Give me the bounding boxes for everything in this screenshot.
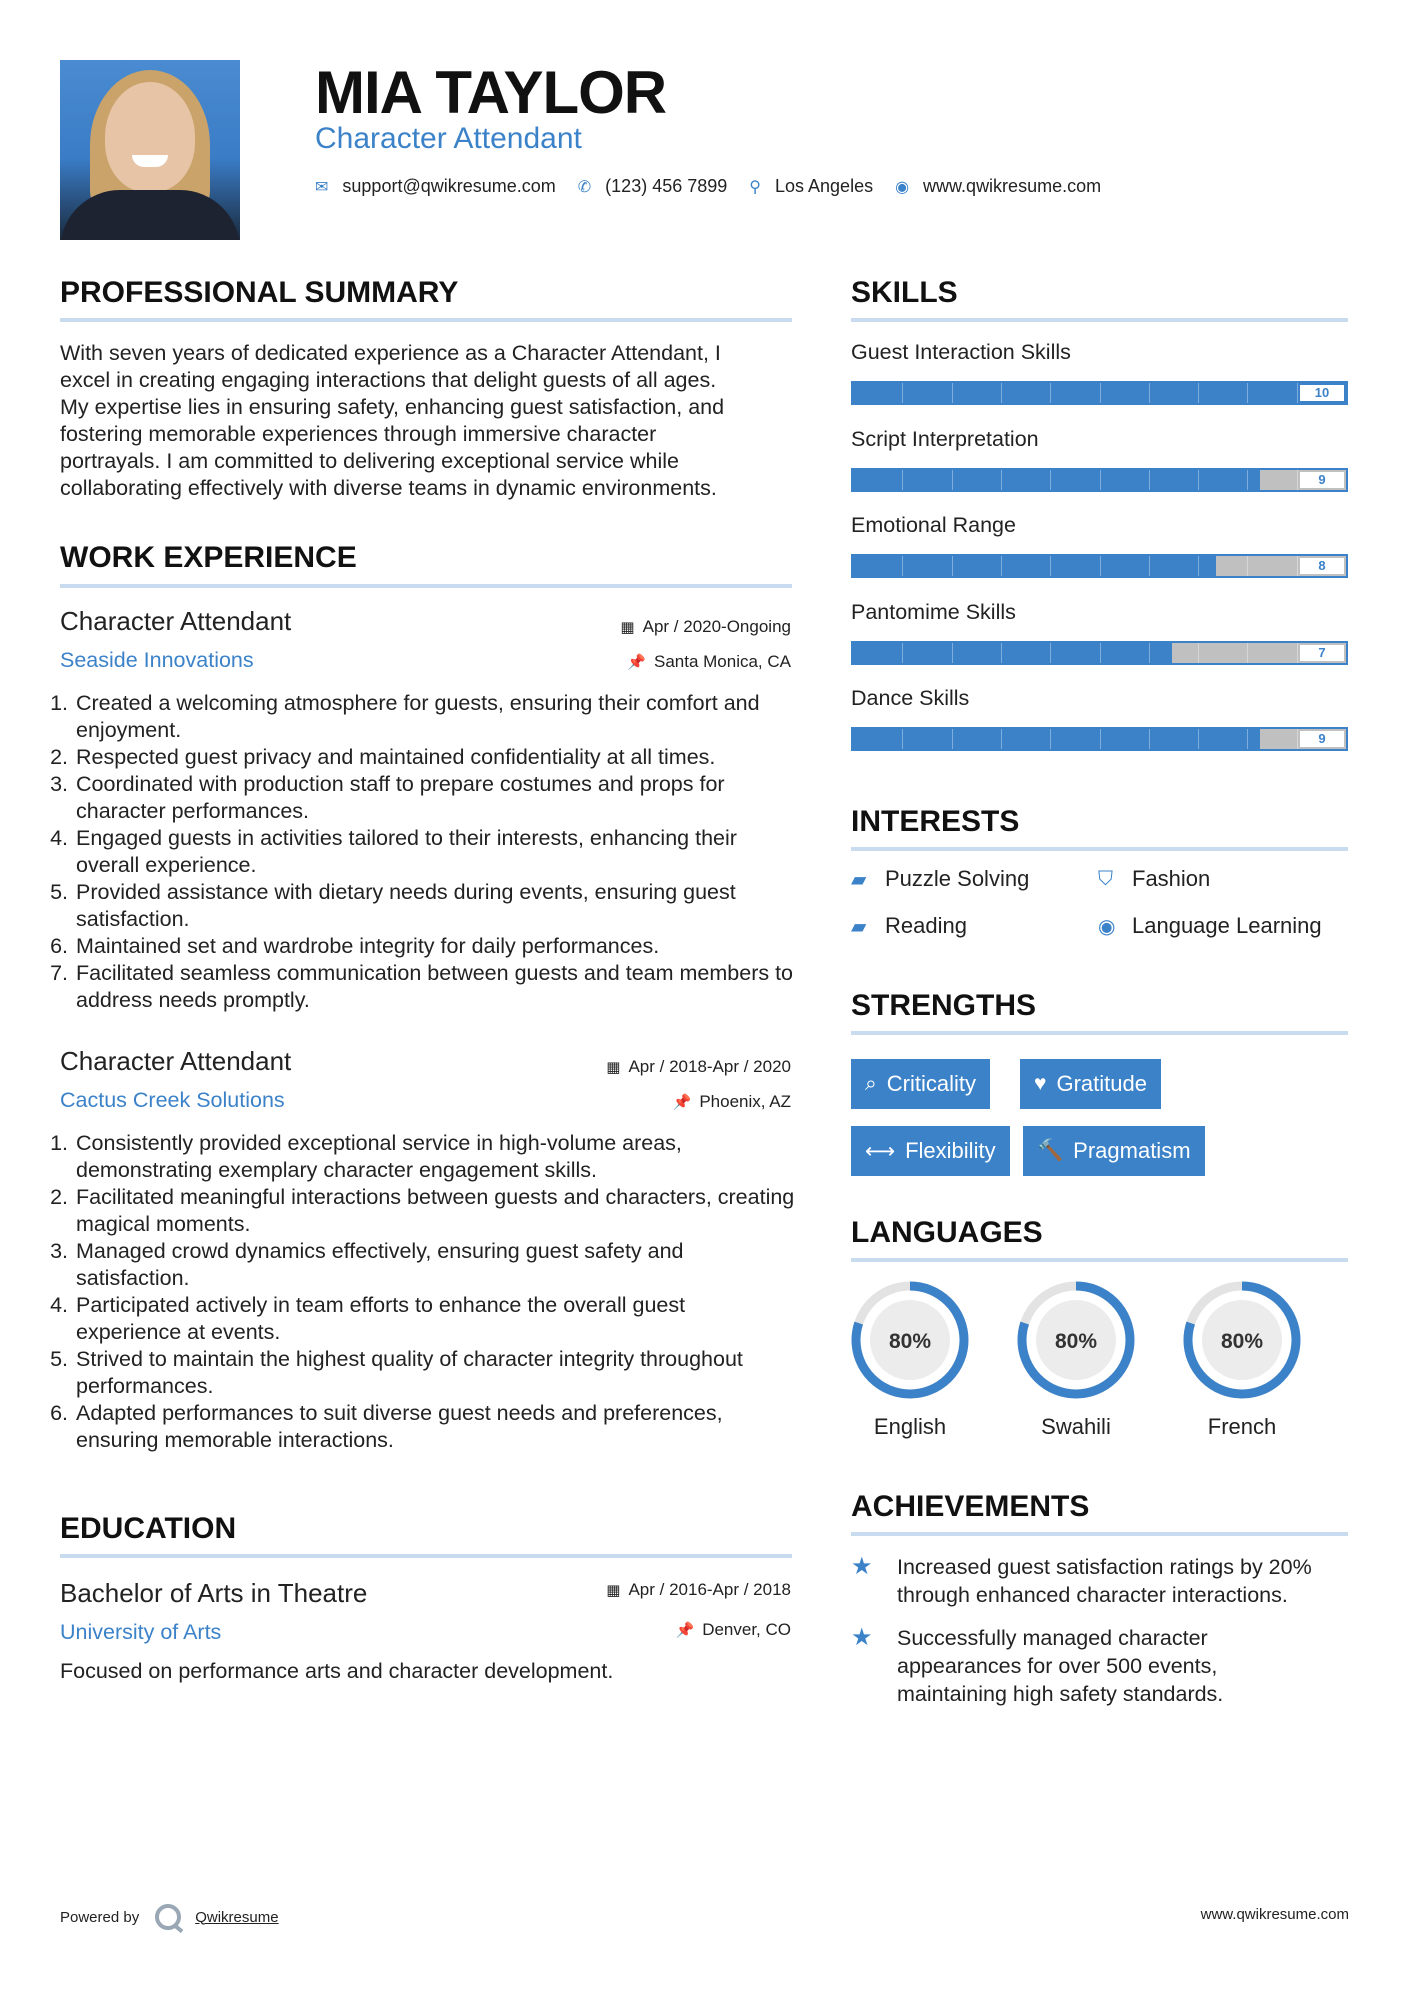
language-ring	[1180, 1278, 1304, 1402]
star-icon: ★	[851, 1624, 873, 1651]
job-location: 📌 Santa Monica, CA	[627, 652, 791, 671]
language-percent: 80%	[1220, 1330, 1264, 1353]
skill-bar-divider	[1247, 470, 1248, 490]
pin-icon: 📌	[675, 1622, 695, 1639]
summary-heading: PROFESSIONAL SUMMARY	[60, 276, 459, 309]
language-percent: 80%	[1054, 1330, 1098, 1353]
achievements-heading: ACHIEVEMENTS	[851, 1490, 1090, 1523]
language-name: French	[1207, 1414, 1277, 1439]
skill-bar-divider	[1149, 383, 1150, 403]
skill-bar-divider	[1297, 643, 1298, 663]
footer-website[interactable]: www.qwikresume.com	[1200, 1906, 1349, 1923]
skill-bar	[851, 641, 1348, 665]
strengths-rule	[851, 1031, 1348, 1035]
skill-bar-divider	[902, 470, 903, 490]
book-icon: ▰	[851, 915, 867, 938]
strength-chip: ♥ Gratitude	[1020, 1059, 1161, 1109]
skill-score: 10	[1300, 385, 1344, 401]
calendar-icon: ▦	[606, 1059, 621, 1076]
interest-item: ◉ Language Learning	[1098, 913, 1322, 938]
skill-bar-divider	[1001, 556, 1002, 576]
interest-item: ⛉ Fashion	[1098, 866, 1211, 891]
skill-bar-divider	[1100, 729, 1101, 749]
skill-bar-fill	[853, 556, 1216, 576]
job-date: ▦ Apr / 2018-Apr / 2020	[606, 1057, 791, 1076]
gavel-icon: 🔨	[1037, 1139, 1064, 1162]
skill-bar-divider	[952, 643, 953, 663]
skill-bar-divider	[952, 383, 953, 403]
skill-label: Script Interpretation	[851, 426, 1039, 451]
job-title: Character Attendant	[60, 1046, 292, 1076]
skill-bar-divider	[1050, 729, 1051, 749]
education-location: 📌 Denver, CO	[675, 1620, 791, 1639]
achievement-item: ★ Increased guest satisfaction ratings by 20% through enhanced character interactions.	[851, 1553, 1312, 1607]
phone-icon: ✆	[577, 178, 592, 196]
experience-rule	[60, 584, 792, 588]
skill-bar-divider	[952, 470, 953, 490]
skill-bar-fill	[853, 643, 1172, 663]
job-title: Character Attendant	[60, 606, 292, 636]
footer-powered-by: Powered by Qwikresume	[60, 1904, 279, 1930]
skill-bar-divider	[1100, 383, 1101, 403]
summary-rule	[60, 318, 792, 322]
skill-bar-divider	[902, 556, 903, 576]
skill-score: 9	[1300, 472, 1344, 488]
language-ring	[1014, 1278, 1138, 1402]
summary-text: With seven years of dedicated experience as a Character Attendant, I excel in creating engaging interactions that delight guests of all ages. My expertise lies in ensuring safety, enhancing guest satisfaction, and fostering memorable experiences through immersive character portrayals. I am committed to delivering exceptional service while collaborating effectively with diverse teams in dynamic environments.	[60, 341, 725, 500]
skill-bar	[851, 727, 1348, 751]
skill-bar-divider	[1198, 729, 1199, 749]
skills-rule	[851, 318, 1348, 322]
skill-bar-divider	[1198, 383, 1199, 403]
pin-icon: 📌	[627, 654, 646, 671]
strength-chip: 🔨 Pragmatism	[1023, 1126, 1205, 1176]
job-company: Seaside Innovations	[60, 648, 254, 672]
skill-label: Dance Skills	[851, 686, 970, 710]
globe-icon: ◉	[895, 178, 910, 196]
skill-bar-divider	[1100, 556, 1101, 576]
skill-bar-divider	[1001, 470, 1002, 490]
list-item: 6. Maintained set and wardrobe integrity for daily performances.	[74, 933, 796, 960]
skill-bar-divider	[1001, 383, 1002, 403]
star-icon: ★	[851, 1553, 873, 1580]
list-item: 1. Consistently provided exceptional service in high-volume areas, demonstrating exemplary character engagement skills.	[74, 1130, 796, 1184]
shopping-bag-icon: ⛉	[1098, 867, 1113, 890]
contact-bar	[315, 176, 1123, 197]
skill-bar-divider	[1247, 383, 1248, 403]
education-degree: Bachelor of Arts in Theatre	[60, 1578, 368, 1608]
skill-bar-divider	[1001, 729, 1002, 749]
list-item: 4. Engaged guests in activities tailored to their interests, enhancing their overall experience.	[74, 825, 796, 879]
education-description: Focused on performance arts and character development.	[60, 1659, 614, 1683]
job-location: 📌 Phoenix, AZ	[672, 1092, 791, 1111]
skill-bar-divider	[1100, 643, 1101, 663]
language-name: English	[873, 1414, 947, 1439]
education-rule	[60, 1554, 792, 1558]
skill-score: 9	[1300, 731, 1344, 747]
list-item: 3. Coordinated with production staff to prepare costumes and props for character performances.	[74, 771, 796, 825]
skill-bar-divider	[902, 729, 903, 749]
skill-bar-divider	[1198, 556, 1199, 576]
skill-bar-divider	[1247, 556, 1248, 576]
globe-icon: ◉	[1098, 915, 1116, 938]
skill-label: Guest Interaction Skills	[851, 340, 1071, 364]
language-name: Swahili	[1041, 1414, 1111, 1439]
pin-icon: 📌	[672, 1094, 692, 1111]
list-item: 2. Facilitated meaningful interactions between guests and characters, creating magical moments.	[74, 1184, 796, 1238]
job-bullets	[56, 690, 796, 1014]
list-item: 7. Facilitated seamless communication between guests and team members to address needs promptly.	[74, 960, 796, 1014]
language-ring	[848, 1278, 972, 1402]
list-item: 2. Respected guest privacy and maintained confidentiality at all times.	[74, 744, 796, 771]
skills-heading: SKILLS	[851, 276, 958, 309]
language-percent: 80%	[888, 1330, 932, 1353]
interest-item: ▰ Reading	[851, 913, 967, 938]
strengths-heading: STRENGTHS	[851, 989, 1037, 1022]
skill-bar-divider	[1247, 729, 1248, 749]
skill-bar	[851, 381, 1348, 405]
candidate-role: Character Attendant	[315, 122, 582, 155]
education-date: ▦ Apr / 2016-Apr / 2018	[606, 1580, 791, 1599]
envelope-icon: ✉	[315, 178, 329, 196]
languages-list	[848, 1278, 1348, 1448]
education-heading: EDUCATION	[60, 1512, 237, 1545]
skill-bar-divider	[1198, 470, 1199, 490]
list-item: 6. Adapted performances to suit diverse guest needs and preferences, ensuring memorable interactions.	[74, 1400, 796, 1454]
skill-bar	[851, 554, 1348, 578]
calendar-icon: ▦	[606, 1582, 621, 1599]
contact-email[interactable]: support@qwikresume.com	[342, 176, 556, 196]
calendar-icon: ▦	[620, 619, 635, 636]
experience-heading: WORK EXPERIENCE	[60, 541, 357, 574]
skill-bar-divider	[1247, 643, 1248, 663]
job-bullets	[56, 1130, 796, 1454]
skill-bar-divider	[1149, 556, 1150, 576]
contact-location: Los Angeles	[775, 176, 874, 196]
strength-chip: ⌕ Criticality	[851, 1059, 990, 1109]
skill-score: 8	[1300, 558, 1344, 574]
contact-website[interactable]: www.qwikresume.com	[923, 176, 1102, 196]
interest-item: ▰ Puzzle Solving	[851, 866, 1030, 891]
achievement-item: ★ Successfully managed character appearances for over 500 events, maintaining high safety standards.	[851, 1624, 1224, 1706]
profile-photo	[60, 60, 240, 240]
skill-bar-divider	[1297, 556, 1298, 576]
list-item: 3. Managed crowd dynamics effectively, ensuring guest safety and satisfaction.	[74, 1238, 796, 1292]
skill-bar-divider	[1100, 470, 1101, 490]
skill-bar-divider	[1297, 470, 1298, 490]
interests-rule	[851, 847, 1348, 851]
skill-bar-divider	[902, 383, 903, 403]
languages-rule	[851, 1258, 1348, 1262]
arrows-horizontal-icon: ⟷	[865, 1139, 896, 1163]
skill-bar-divider	[1001, 643, 1002, 663]
job-company: Cactus Creek Solutions	[60, 1088, 285, 1112]
qwikresume-logo-icon	[155, 1904, 181, 1930]
list-item: 1. Created a welcoming atmosphere for guests, ensuring their comfort and enjoyment.	[74, 690, 796, 744]
skill-bar-divider	[1050, 643, 1051, 663]
skill-bar-divider	[1297, 729, 1298, 749]
skill-bar-divider	[1050, 556, 1051, 576]
book-icon: ▰	[851, 868, 867, 891]
skill-bar-divider	[1297, 383, 1298, 403]
strength-chip: ⟷ Flexibility	[851, 1126, 1010, 1176]
skill-label: Emotional Range	[851, 513, 1016, 537]
skill-bar	[851, 468, 1348, 492]
education-school: University of Arts	[60, 1620, 222, 1644]
skill-label: Pantomime Skills	[851, 599, 1016, 624]
skill-bar-divider	[1050, 383, 1051, 403]
skill-bar-divider	[1050, 470, 1051, 490]
search-icon: ⌕	[865, 1072, 877, 1095]
list-item: 4. Participated actively in team efforts to enhance the overall guest experience at events.	[74, 1292, 796, 1346]
heart-icon: ♥	[1034, 1072, 1047, 1095]
achievements-rule	[851, 1532, 1348, 1536]
languages-heading: LANGUAGES	[851, 1216, 1043, 1249]
skill-bar-divider	[952, 556, 953, 576]
job-date: ▦ Apr / 2020-Ongoing	[620, 617, 791, 636]
footer-brand-link[interactable]: Qwikresume	[195, 1908, 279, 1926]
candidate-name: MIA TAYLOR	[315, 59, 667, 126]
map-marker-icon: ⚲	[749, 178, 761, 196]
skill-score: 7	[1300, 645, 1344, 661]
skill-bar-divider	[952, 729, 953, 749]
interests-heading: INTERESTS	[851, 805, 1020, 838]
list-item: 5. Provided assistance with dietary needs during events, ensuring guest satisfaction.	[74, 879, 796, 933]
skill-bar-divider	[1149, 643, 1150, 663]
skill-bar-divider	[1149, 729, 1150, 749]
skill-bar-divider	[902, 643, 903, 663]
contact-phone[interactable]: (123) 456 7899	[605, 176, 728, 196]
list-item: 5. Strived to maintain the highest quality of character integrity throughout performances.	[74, 1346, 796, 1400]
skill-bar-divider	[1149, 470, 1150, 490]
skill-bar-divider	[1198, 643, 1199, 663]
